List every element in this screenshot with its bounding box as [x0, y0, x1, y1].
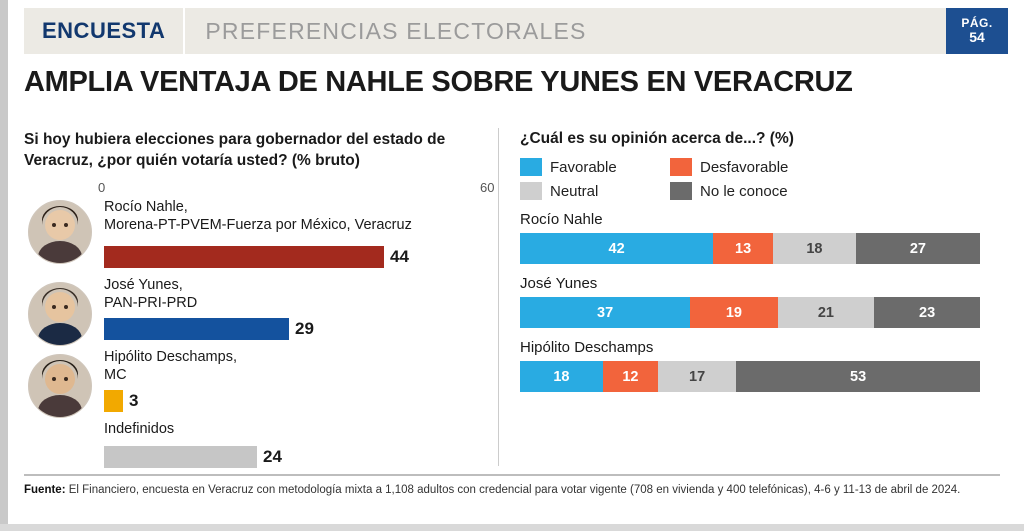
opinion-segment: 53	[736, 361, 980, 392]
legend-label: Favorable	[550, 158, 617, 176]
candidate-label-line: Rocío Nahle,	[104, 198, 188, 215]
header-subtitle: PREFERENCIAS ELECTORALES	[205, 17, 587, 44]
page-label: PÁG.	[961, 16, 993, 31]
opinion-stacked-bar	[520, 233, 980, 264]
candidate-label	[104, 198, 412, 234]
candidate-label	[104, 348, 237, 384]
legend-label: Neutral	[550, 182, 599, 200]
opinion-segment: 27	[856, 233, 980, 264]
source-note	[24, 482, 1004, 499]
opinion-segment: 13	[713, 233, 773, 264]
source-text: El Financiero, encuesta en Veracruz con metodología mixta a 1,108 adultos con credencial para votar vigente (708 en vivienda y 400 telefónicas), 4-6 y 11-13 de abril de 2024.	[68, 484, 961, 496]
candidate-label	[104, 276, 197, 312]
axis-max-label: 60	[480, 179, 495, 195]
legend-label: Desfavorable	[700, 158, 789, 176]
vote-bar-row	[24, 276, 494, 348]
opinion-panel	[520, 130, 1000, 392]
legend-swatch	[670, 158, 692, 176]
opinion-segment: 19	[690, 297, 777, 328]
left-edge-strip	[0, 0, 8, 531]
axis-min-label: 0	[98, 179, 106, 195]
vote-bar-value: 29	[295, 318, 314, 338]
vote-bar	[104, 446, 257, 468]
header-bar	[24, 8, 1008, 54]
opinion-segment: 17	[658, 361, 736, 392]
candidate-label-line: Hipólito Deschamps,	[104, 348, 237, 365]
vote-bar	[104, 390, 123, 412]
legend-item	[520, 182, 670, 200]
vote-bar-value: 3	[129, 390, 139, 410]
candidate-avatar	[28, 200, 92, 264]
page-value: 54	[969, 28, 985, 45]
opinion-block	[520, 339, 1000, 392]
opinion-segment: 18	[520, 361, 603, 392]
legend-swatch	[670, 182, 692, 200]
candidate-avatar	[28, 282, 92, 346]
legend-item	[520, 158, 670, 176]
legend-label: No le conoce	[700, 182, 788, 200]
vote-intention-panel	[24, 130, 494, 480]
opinion-legend	[520, 158, 960, 200]
candidate-label-line: PAN-PRI-PRD	[104, 294, 198, 311]
panel-divider	[498, 128, 499, 466]
candidate-label-line: MC	[104, 366, 127, 383]
page-title: AMPLIA VENTAJA DE NAHLE SOBRE YUNES EN VERACRUZ	[24, 66, 853, 98]
vote-bar-row	[24, 198, 494, 276]
opinion-stacked-bar	[520, 297, 980, 328]
opinion-stacks-area	[520, 211, 1000, 392]
header-tag: ENCUESTA	[24, 8, 185, 54]
vote-question: Si hoy hubiera elecciones para gobernador del estado de Veracruz, ¿por quién votaría usted? (% bruto)	[24, 131, 446, 169]
opinion-segment: 18	[773, 233, 856, 264]
vote-bars-area	[24, 198, 494, 480]
vote-bar	[104, 318, 289, 340]
source-label: Fuente:	[24, 484, 66, 496]
opinion-segment: 21	[778, 297, 875, 328]
legend-item	[670, 158, 870, 176]
opinion-segment: 42	[520, 233, 713, 264]
candidate-label-line: José Yunes,	[104, 276, 183, 293]
opinion-segment: 23	[874, 297, 980, 328]
opinion-stacked-bar	[520, 361, 980, 392]
legend-row	[520, 182, 960, 200]
opinion-segment: 12	[603, 361, 658, 392]
legend-swatch	[520, 158, 542, 176]
vote-axis	[24, 180, 494, 196]
opinion-candidate-name: Hipólito Deschamps	[520, 339, 654, 356]
legend-row	[520, 158, 960, 176]
legend-swatch	[520, 182, 542, 200]
opinion-block	[520, 211, 1000, 264]
vote-bar	[104, 246, 384, 268]
bottom-edge-strip	[0, 524, 1024, 531]
opinion-question: ¿Cuál es su opinión acerca de...? (%)	[520, 130, 794, 147]
page-number-badge	[946, 8, 1008, 54]
candidate-label-line: Indefinidos	[104, 420, 175, 437]
vote-bar-value: 24	[263, 446, 282, 466]
opinion-candidate-name: Rocío Nahle	[520, 211, 603, 228]
footer-divider	[24, 474, 1000, 476]
opinion-block	[520, 275, 1000, 328]
candidate-avatar	[28, 354, 92, 418]
opinion-candidate-name: José Yunes	[520, 275, 598, 292]
vote-bar-row	[24, 420, 494, 480]
vote-bar-row	[24, 348, 494, 420]
legend-item	[670, 182, 870, 200]
vote-bar-value: 44	[390, 246, 409, 266]
candidate-label-line: Morena-PT-PVEM-Fuerza por México, Veracruz	[104, 216, 412, 233]
opinion-segment: 37	[520, 297, 690, 328]
candidate-label	[104, 420, 174, 438]
